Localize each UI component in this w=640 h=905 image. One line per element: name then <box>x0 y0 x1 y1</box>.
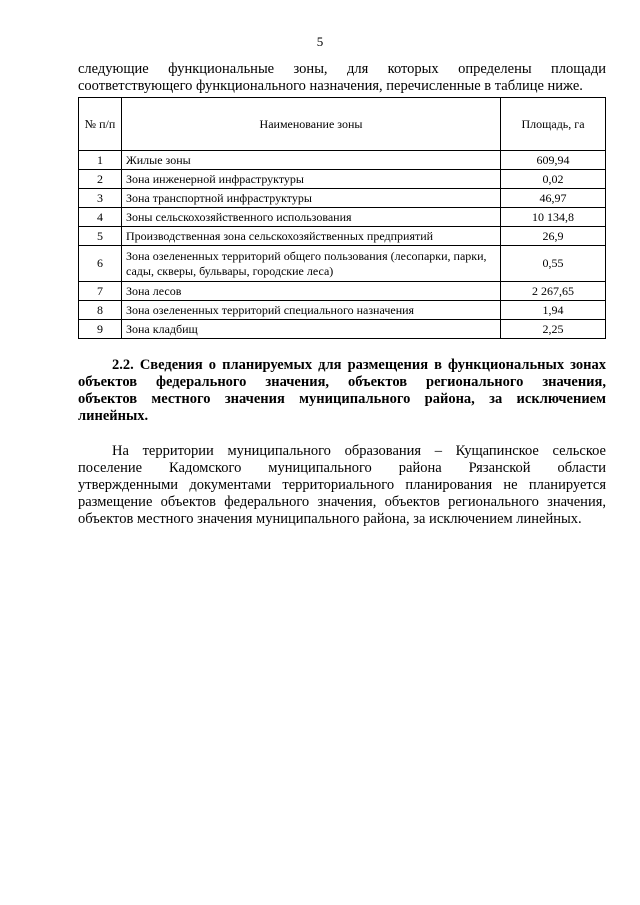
row-num: 3 <box>79 189 122 208</box>
table-row <box>79 189 606 208</box>
page-number: 5 <box>316 34 324 49</box>
row-area: 26,9 <box>501 227 606 246</box>
row-name: Зона озелененных территорий специального назначения <box>122 301 501 320</box>
zones-table <box>78 97 606 339</box>
row-name: Зона транспортной инфраструктуры <box>122 189 501 208</box>
table-row <box>79 282 606 301</box>
body-line: утвержденными документами территориального планирования не планируется <box>78 477 606 493</box>
table-row <box>79 227 606 246</box>
row-num: 1 <box>79 151 122 170</box>
body-line: поселение Кадомского муниципального района Рязанской области <box>78 460 606 476</box>
heading-line: линейных. <box>78 408 149 424</box>
body-line: объектов местного значения муниципального района, за исключением линейных. <box>78 511 582 527</box>
row-num: 4 <box>79 208 122 227</box>
body-line: размещение объектов федерального значения, объектов регионального значения, <box>78 494 606 510</box>
row-area: 10 134,8 <box>501 208 606 227</box>
body-line: На территории муниципального образования – Кущапинское сельское <box>112 443 606 459</box>
header-name: Наименование зоны <box>122 98 501 151</box>
table-row <box>79 151 606 170</box>
header-area: Площадь, га <box>501 98 606 151</box>
row-name: Зона лесов <box>122 282 501 301</box>
row-name: Зона озелененных территорий общего пользования (лесопарки, парки, сады, скверы, бульвары, городские леса) <box>122 246 501 282</box>
row-num: 9 <box>79 320 122 339</box>
heading-line: объектов федерального значения, объектов регионального значения, <box>78 374 606 390</box>
table-header-row <box>79 98 606 151</box>
section-heading <box>78 357 606 425</box>
intro-line: соответствующего функционального назначения, перечисленные в таблице ниже. <box>78 78 583 94</box>
row-name: Зона инженерной инфраструктуры <box>122 170 501 189</box>
row-num: 8 <box>79 301 122 320</box>
row-area: 0,02 <box>501 170 606 189</box>
row-num: 2 <box>79 170 122 189</box>
heading-line: объектов местного значения муниципального района, за исключением <box>78 391 606 407</box>
row-name: Зона кладбищ <box>122 320 501 339</box>
heading-line: 2.2. Сведения о планируемых для размещения в функциональных зонах <box>112 357 606 373</box>
row-name: Жилые зоны <box>122 151 501 170</box>
table-row <box>79 170 606 189</box>
table-row <box>79 208 606 227</box>
intro-paragraph <box>78 61 606 95</box>
row-area: 2 267,65 <box>501 282 606 301</box>
row-name: Зоны сельскохозяйственного использования <box>122 208 501 227</box>
intro-line: следующие функциональные зоны, для которых определены площади <box>78 61 606 77</box>
row-name: Производственная зона сельскохозяйственных предприятий <box>122 227 501 246</box>
row-area: 2,25 <box>501 320 606 339</box>
table-row <box>79 246 606 282</box>
row-area: 46,97 <box>501 189 606 208</box>
table-row <box>79 301 606 320</box>
row-num: 7 <box>79 282 122 301</box>
table-row <box>79 320 606 339</box>
row-area: 1,94 <box>501 301 606 320</box>
row-num: 6 <box>79 246 122 282</box>
header-num: № п/п <box>79 98 122 151</box>
row-area: 0,55 <box>501 246 606 282</box>
row-num: 5 <box>79 227 122 246</box>
row-area: 609,94 <box>501 151 606 170</box>
section-body-paragraph <box>78 443 606 528</box>
